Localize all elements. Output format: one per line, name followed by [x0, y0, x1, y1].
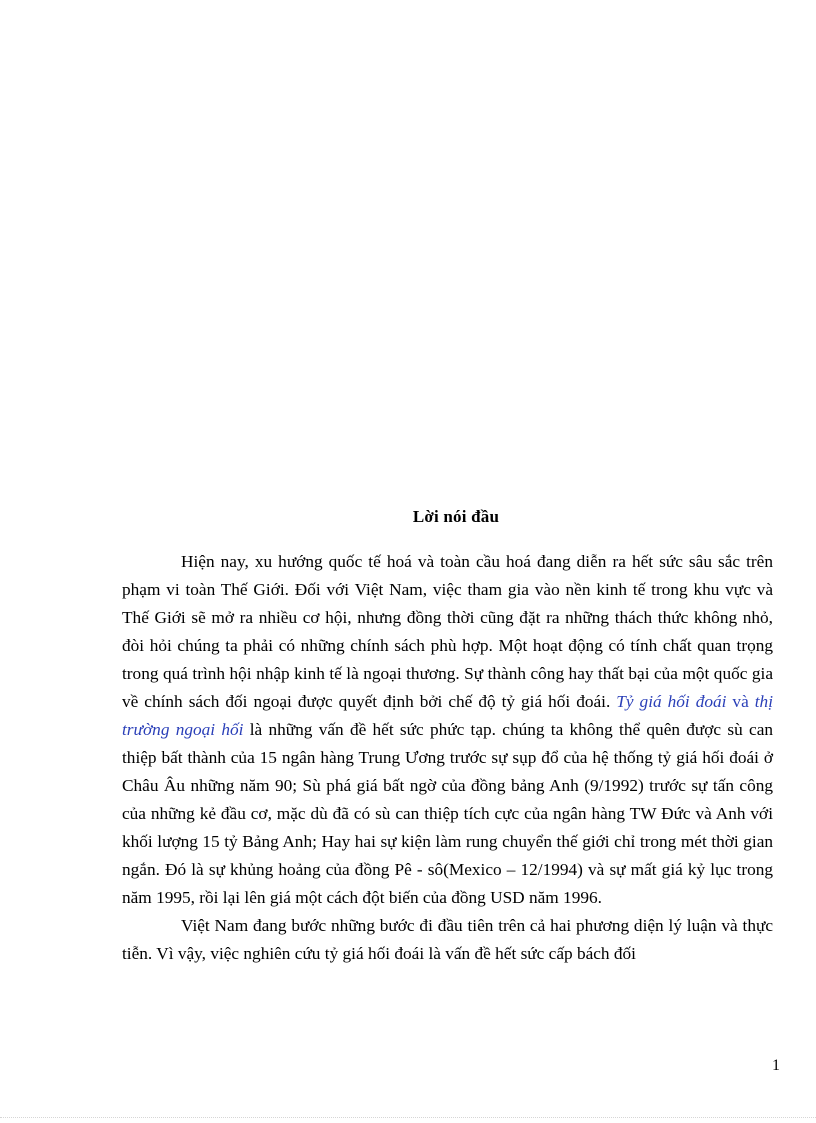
link-joiner: và — [726, 692, 755, 711]
paragraph-1-part-1: Hiện nay, xu hướng quốc tế hoá và toàn cầu hoá đang diễn ra hết sức sâu sắc trên phạm vi toàn Thế Giới. Đối với Việt Nam, việc tham gia vào nền kinh tế trong khu vực và Thế Giới sẽ mở ra nhiều cơ hội, nhưng đồng thời cũng đặt ra những thách thức không nhỏ, đòi hỏi chúng ta phải có những chính sách phù hợp. Một hoạt động có tính chất quan trọng trong quá trình hội nhập kinh tế là ngoại thương. Sự thành công hay thất bại của một quốc gia về chính sách đối ngoại được quyết định bởi chế độ tỷ giá hối đoái. — [122, 552, 773, 711]
hyperlink-thi-truong-ngoai-hoi[interactable]: thị trường ngoại hối — [122, 692, 773, 739]
paragraph-1 — [122, 548, 773, 912]
hyperlink-ty-gia-hoi-doai[interactable]: Tỷ giá hối đoái — [616, 692, 727, 711]
paragraph-2: Việt Nam đang bước những bước đi đầu tiên trên cả hai phương diện lý luận và thực tiễn. Vì vậy, việc nghiên cứu tỷ giá hối đoái là vấn đề hết sức cấp bách đối — [122, 916, 773, 963]
page-title: Lời nói đầu — [412, 507, 500, 526]
page-number: 1 — [772, 1057, 780, 1074]
body-text — [122, 548, 773, 968]
paragraph-1-part-2: là những vấn đề hết sức phức tạp. chúng ta không thể quên được sù can thiệp bất thành của 15 ngân hàng Trung Ương trước sự sụp đổ của hệ thống tỷ giá hối đoái ở Châu Âu những năm 90; Sù phá giá bất ngờ của đồng bảng Anh (9/1992) trước sự tấn công của những kẻ đầu cơ, mặc dù đã có sù can thiệp tích cực của ngân hàng TW Đức và Anh với khối lượng 15 tỷ Bảng Anh; Hay hai sự kiện làm rung chuyển thế giới chỉ trong mét thời gian ngắn. Đó là sự khủng hoảng của đồng Pê - sô(Mexico – 12/1994) và sự mất giá kỷ lục trong năm 1995, rồi lại lên giá một cách đột biến của đồng USD năm 1996. — [122, 720, 774, 907]
page-bottom-divider — [0, 1117, 816, 1118]
